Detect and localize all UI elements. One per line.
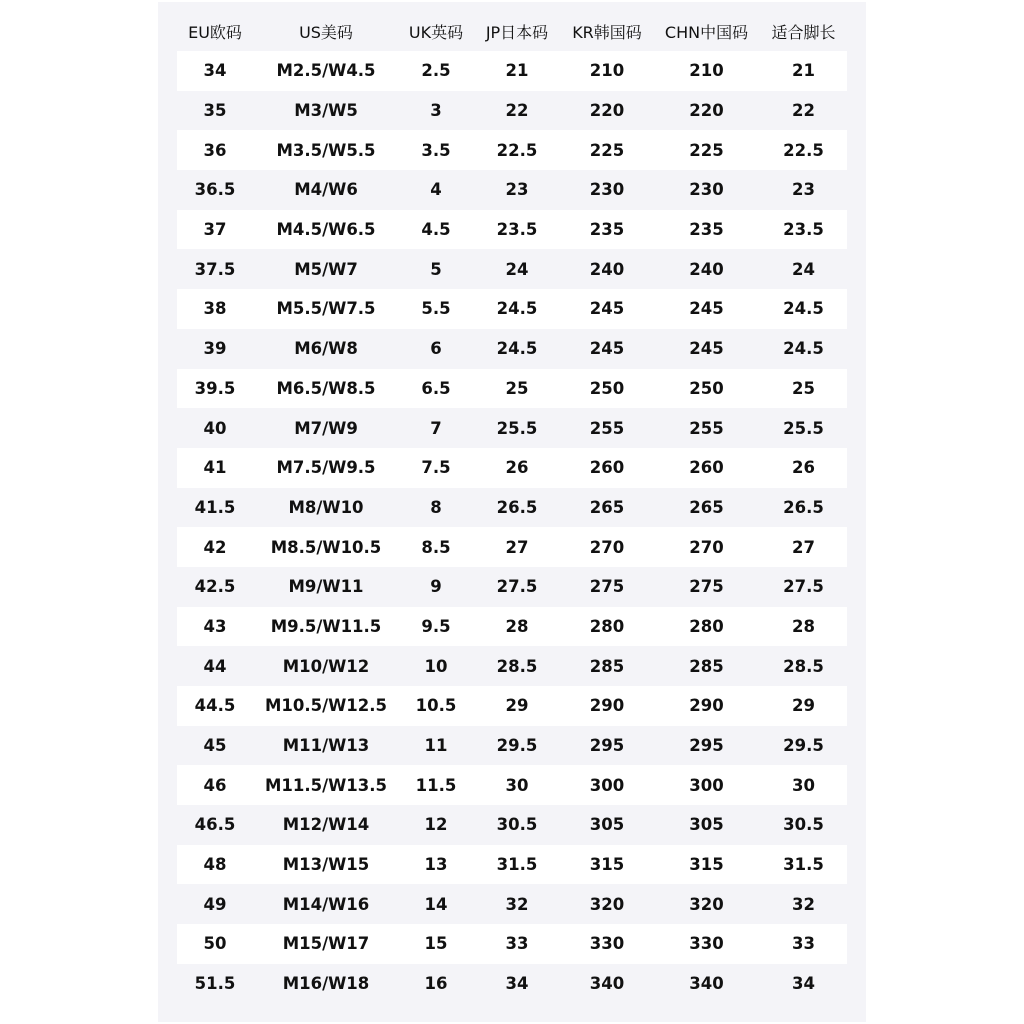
cell-jp: 23.5 — [473, 210, 561, 250]
cell-kr: 285 — [561, 646, 653, 686]
table-row — [177, 527, 847, 567]
cell-kr: 230 — [561, 170, 653, 210]
cell-foot-length: 29 — [760, 686, 847, 726]
cell-us: M12/W14 — [253, 805, 399, 845]
cell-uk: 2.5 — [399, 51, 473, 91]
cell-foot-length: 27.5 — [760, 567, 847, 607]
cell-foot-length: 23 — [760, 170, 847, 210]
cell-uk: 5 — [399, 249, 473, 289]
cell-uk: 3 — [399, 91, 473, 131]
cell-eu: 44.5 — [177, 686, 253, 726]
cell-us: M4/W6 — [253, 170, 399, 210]
cell-uk: 16 — [399, 964, 473, 1004]
cell-us: M10/W12 — [253, 646, 399, 686]
cell-chn: 330 — [653, 924, 760, 964]
cell-foot-length: 32 — [760, 884, 847, 924]
cell-kr: 270 — [561, 527, 653, 567]
table-body — [177, 51, 847, 1004]
header-uk: UK英码 — [408, 23, 464, 42]
cell-chn: 280 — [653, 607, 760, 647]
cell-uk: 13 — [399, 845, 473, 885]
cell-kr: 235 — [561, 210, 653, 250]
cell-us: M3.5/W5.5 — [253, 130, 399, 170]
cell-kr: 340 — [561, 964, 653, 1004]
cell-chn: 270 — [653, 527, 760, 567]
cell-jp: 22 — [473, 91, 561, 131]
cell-kr: 255 — [561, 408, 653, 448]
cell-foot-length: 27 — [760, 527, 847, 567]
cell-eu: 41.5 — [177, 488, 253, 528]
cell-kr: 260 — [561, 448, 653, 488]
table-row — [177, 686, 847, 726]
cell-jp: 28 — [473, 607, 561, 647]
cell-us: M4.5/W6.5 — [253, 210, 399, 250]
cell-foot-length: 26.5 — [760, 488, 847, 528]
cell-jp: 29 — [473, 686, 561, 726]
cell-kr: 265 — [561, 488, 653, 528]
cell-jp: 34 — [473, 964, 561, 1004]
cell-chn: 245 — [653, 289, 760, 329]
cell-uk: 8 — [399, 488, 473, 528]
cell-chn: 260 — [653, 448, 760, 488]
cell-uk: 3.5 — [399, 130, 473, 170]
cell-kr: 295 — [561, 726, 653, 766]
cell-uk: 9.5 — [399, 607, 473, 647]
cell-eu: 43 — [177, 607, 253, 647]
cell-chn: 225 — [653, 130, 760, 170]
cell-jp: 24.5 — [473, 289, 561, 329]
cell-jp: 30 — [473, 765, 561, 805]
cell-chn: 230 — [653, 170, 760, 210]
cell-uk: 6.5 — [399, 369, 473, 409]
cell-foot-length: 24.5 — [760, 289, 847, 329]
cell-foot-length: 33 — [760, 924, 847, 964]
cell-us: M9.5/W11.5 — [253, 607, 399, 647]
cell-kr: 315 — [561, 845, 653, 885]
cell-foot-length: 31.5 — [760, 845, 847, 885]
cell-kr: 300 — [561, 765, 653, 805]
table-row — [177, 924, 847, 964]
table-row — [177, 51, 847, 91]
cell-foot-length: 25 — [760, 369, 847, 409]
cell-foot-length: 28.5 — [760, 646, 847, 686]
table-row — [177, 369, 847, 409]
cell-eu: 37.5 — [177, 249, 253, 289]
cell-chn: 275 — [653, 567, 760, 607]
cell-chn: 285 — [653, 646, 760, 686]
cell-us: M7/W9 — [253, 408, 399, 448]
table-row — [177, 884, 847, 924]
cell-kr: 290 — [561, 686, 653, 726]
cell-kr: 210 — [561, 51, 653, 91]
cell-jp: 24 — [473, 249, 561, 289]
cell-kr: 275 — [561, 567, 653, 607]
cell-us: M9/W11 — [253, 567, 399, 607]
cell-us: M8.5/W10.5 — [253, 527, 399, 567]
cell-jp: 25 — [473, 369, 561, 409]
cell-jp: 29.5 — [473, 726, 561, 766]
cell-jp: 27.5 — [473, 567, 561, 607]
cell-chn: 305 — [653, 805, 760, 845]
cell-chn: 295 — [653, 726, 760, 766]
cell-uk: 11.5 — [399, 765, 473, 805]
cell-kr: 220 — [561, 91, 653, 131]
cell-chn: 300 — [653, 765, 760, 805]
cell-foot-length: 30.5 — [760, 805, 847, 845]
table-row — [177, 805, 847, 845]
cell-eu: 41 — [177, 448, 253, 488]
cell-eu: 36.5 — [177, 170, 253, 210]
table-row — [177, 567, 847, 607]
cell-eu: 46 — [177, 765, 253, 805]
table-row — [177, 210, 847, 250]
table-row — [177, 329, 847, 369]
cell-jp: 26 — [473, 448, 561, 488]
cell-chn: 245 — [653, 329, 760, 369]
cell-uk: 4.5 — [399, 210, 473, 250]
table-row — [177, 646, 847, 686]
table-row — [177, 91, 847, 131]
cell-eu: 38 — [177, 289, 253, 329]
cell-eu: 49 — [177, 884, 253, 924]
cell-uk: 8.5 — [399, 527, 473, 567]
cell-uk: 11 — [399, 726, 473, 766]
cell-eu: 39.5 — [177, 369, 253, 409]
cell-jp: 31.5 — [473, 845, 561, 885]
cell-chn: 220 — [653, 91, 760, 131]
table-row — [177, 408, 847, 448]
cell-uk: 6 — [399, 329, 473, 369]
cell-us: M6.5/W8.5 — [253, 369, 399, 409]
header-chn: CHN中国码 — [664, 23, 749, 42]
cell-kr: 280 — [561, 607, 653, 647]
cell-eu: 34 — [177, 51, 253, 91]
table-row — [177, 170, 847, 210]
cell-chn: 315 — [653, 845, 760, 885]
cell-eu: 48 — [177, 845, 253, 885]
cell-uk: 9 — [399, 567, 473, 607]
cell-jp: 23 — [473, 170, 561, 210]
cell-jp: 24.5 — [473, 329, 561, 369]
header-kr: KR韩国码 — [572, 23, 642, 42]
cell-kr: 245 — [561, 289, 653, 329]
cell-chn: 290 — [653, 686, 760, 726]
cell-us: M7.5/W9.5 — [253, 448, 399, 488]
table-row — [177, 448, 847, 488]
cell-eu: 35 — [177, 91, 253, 131]
cell-eu: 51.5 — [177, 964, 253, 1004]
cell-foot-length: 24 — [760, 249, 847, 289]
table-row — [177, 130, 847, 170]
cell-jp: 27 — [473, 527, 561, 567]
cell-jp: 26.5 — [473, 488, 561, 528]
cell-eu: 42.5 — [177, 567, 253, 607]
cell-foot-length: 25.5 — [760, 408, 847, 448]
table-row — [177, 765, 847, 805]
cell-us: M15/W17 — [253, 924, 399, 964]
cell-chn: 210 — [653, 51, 760, 91]
cell-chn: 255 — [653, 408, 760, 448]
cell-uk: 10 — [399, 646, 473, 686]
header-us: US美码 — [299, 23, 353, 42]
cell-kr: 250 — [561, 369, 653, 409]
table-row — [177, 607, 847, 647]
cell-foot-length: 21 — [760, 51, 847, 91]
cell-uk: 12 — [399, 805, 473, 845]
cell-eu: 39 — [177, 329, 253, 369]
cell-eu: 36 — [177, 130, 253, 170]
cell-us: M8/W10 — [253, 488, 399, 528]
cell-uk: 10.5 — [399, 686, 473, 726]
cell-chn: 250 — [653, 369, 760, 409]
cell-uk: 14 — [399, 884, 473, 924]
table-row — [177, 845, 847, 885]
cell-foot-length: 24.5 — [760, 329, 847, 369]
cell-chn: 235 — [653, 210, 760, 250]
shoe-size-table — [177, 12, 847, 1004]
cell-foot-length: 30 — [760, 765, 847, 805]
cell-us: M13/W15 — [253, 845, 399, 885]
cell-jp: 25.5 — [473, 408, 561, 448]
table-row — [177, 249, 847, 289]
cell-us: M5.5/W7.5 — [253, 289, 399, 329]
cell-eu: 40 — [177, 408, 253, 448]
cell-us: M10.5/W12.5 — [253, 686, 399, 726]
cell-us: M6/W8 — [253, 329, 399, 369]
cell-us: M14/W16 — [253, 884, 399, 924]
cell-foot-length: 34 — [760, 964, 847, 1004]
cell-foot-length: 28 — [760, 607, 847, 647]
cell-kr: 330 — [561, 924, 653, 964]
table-row — [177, 964, 847, 1004]
cell-chn: 340 — [653, 964, 760, 1004]
cell-uk: 4 — [399, 170, 473, 210]
table-row — [177, 289, 847, 329]
cell-jp: 21 — [473, 51, 561, 91]
cell-uk: 5.5 — [399, 289, 473, 329]
cell-chn: 240 — [653, 249, 760, 289]
cell-eu: 50 — [177, 924, 253, 964]
cell-us: M5/W7 — [253, 249, 399, 289]
cell-jp: 32 — [473, 884, 561, 924]
cell-foot-length: 22 — [760, 91, 847, 131]
cell-kr: 240 — [561, 249, 653, 289]
cell-foot-length: 29.5 — [760, 726, 847, 766]
cell-uk: 15 — [399, 924, 473, 964]
header-eu: EU欧码 — [188, 23, 242, 42]
header-foot-length: 适合脚长 — [771, 23, 836, 42]
cell-eu: 45 — [177, 726, 253, 766]
cell-eu: 37 — [177, 210, 253, 250]
cell-kr: 320 — [561, 884, 653, 924]
cell-eu: 42 — [177, 527, 253, 567]
cell-jp: 33 — [473, 924, 561, 964]
cell-eu: 46.5 — [177, 805, 253, 845]
cell-chn: 320 — [653, 884, 760, 924]
table-header-row — [177, 12, 847, 51]
cell-us: M11.5/W13.5 — [253, 765, 399, 805]
cell-us: M11/W13 — [253, 726, 399, 766]
cell-kr: 245 — [561, 329, 653, 369]
cell-foot-length: 22.5 — [760, 130, 847, 170]
table-row — [177, 488, 847, 528]
cell-foot-length: 26 — [760, 448, 847, 488]
cell-kr: 225 — [561, 130, 653, 170]
cell-uk: 7.5 — [399, 448, 473, 488]
cell-kr: 305 — [561, 805, 653, 845]
cell-us: M16/W18 — [253, 964, 399, 1004]
cell-jp: 22.5 — [473, 130, 561, 170]
cell-eu: 44 — [177, 646, 253, 686]
table-row — [177, 726, 847, 766]
cell-foot-length: 23.5 — [760, 210, 847, 250]
header-jp: JP日本码 — [485, 23, 549, 42]
cell-jp: 30.5 — [473, 805, 561, 845]
cell-uk: 7 — [399, 408, 473, 448]
cell-us: M2.5/W4.5 — [253, 51, 399, 91]
cell-chn: 265 — [653, 488, 760, 528]
cell-jp: 28.5 — [473, 646, 561, 686]
cell-us: M3/W5 — [253, 91, 399, 131]
